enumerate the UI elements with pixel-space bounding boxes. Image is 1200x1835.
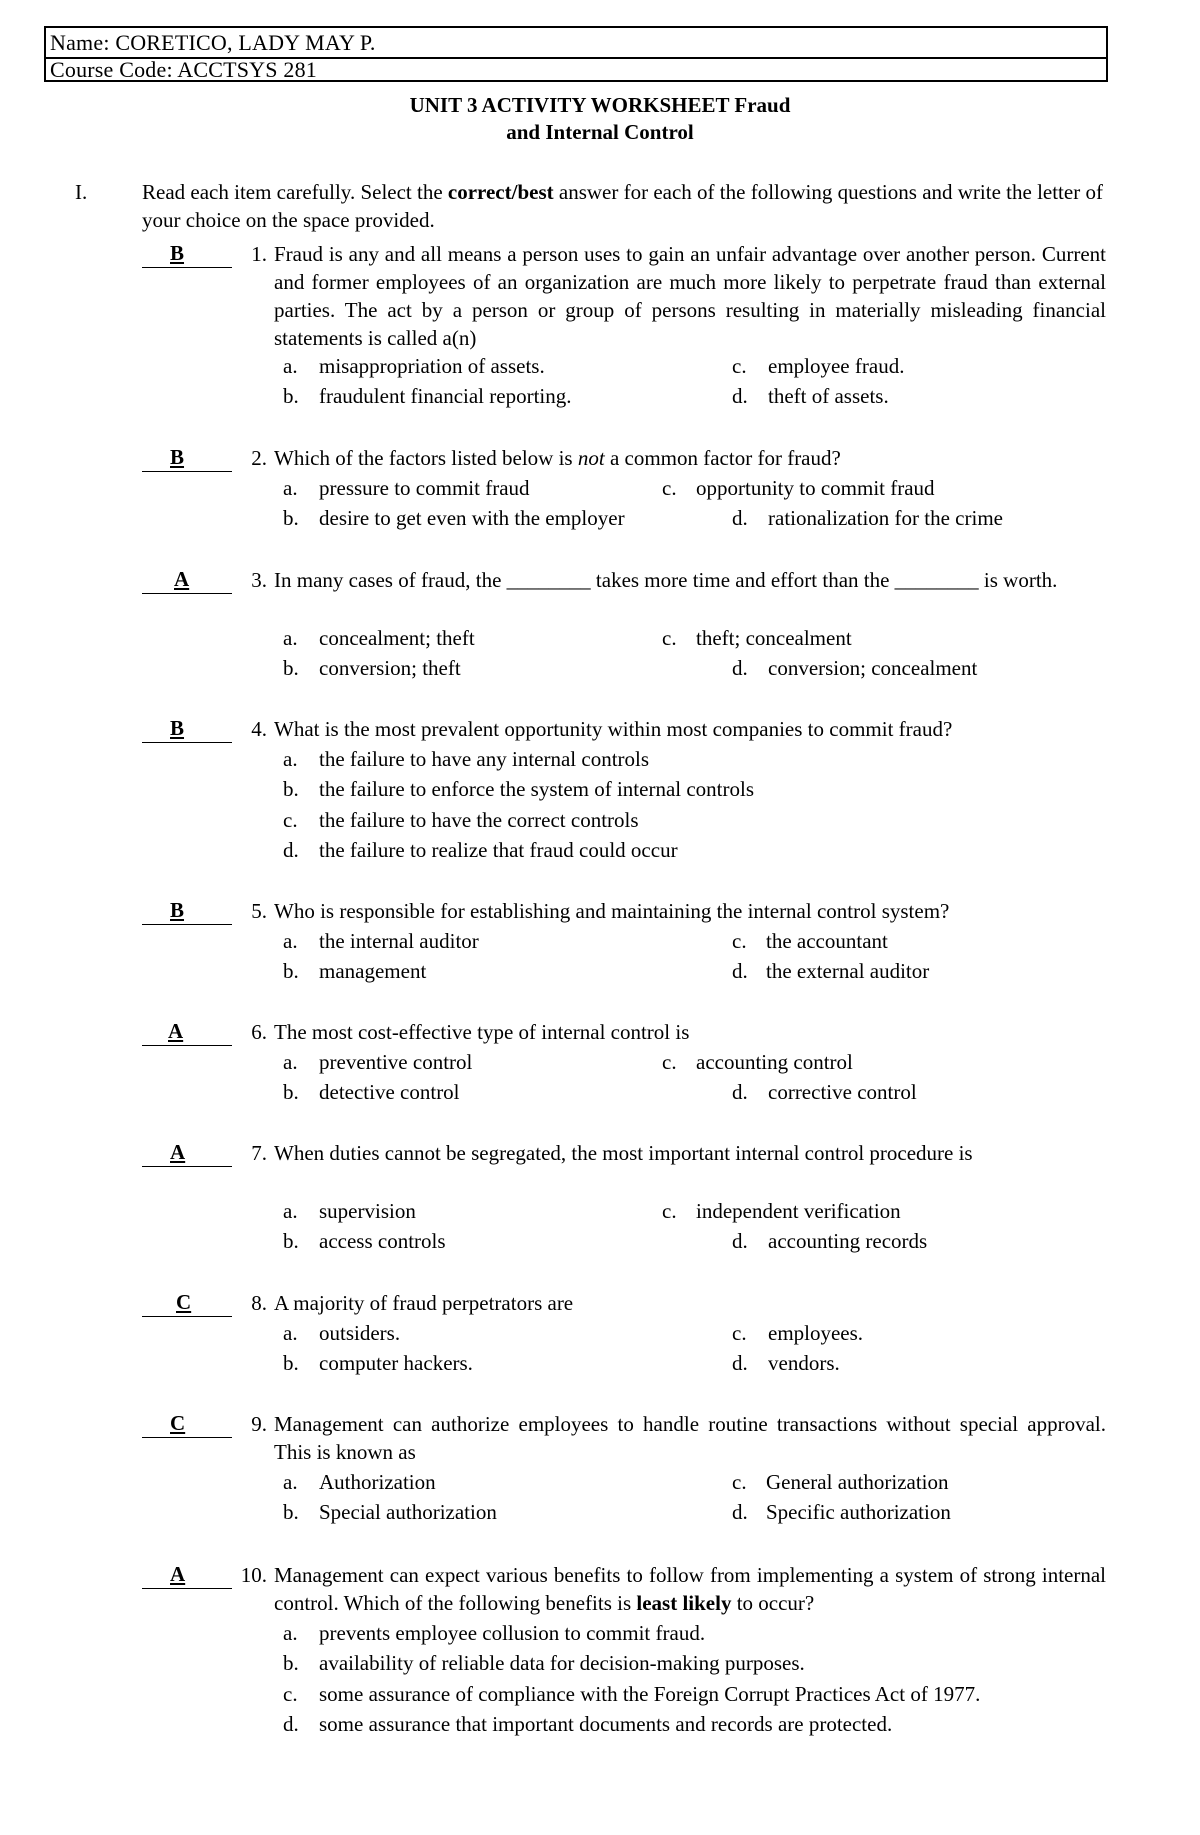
- option-letter: a.: [283, 354, 298, 378]
- answer-blank[interactable]: [142, 566, 232, 594]
- option-text: conversion; concealment: [768, 656, 978, 680]
- option-letter: a.: [283, 1621, 298, 1645]
- option-letter: d.: [732, 656, 748, 680]
- option-letter: a.: [283, 476, 298, 500]
- instruction-text-2: answer for each of the following questions and write the letter of your choice on the space provided.: [142, 180, 1103, 232]
- option-text: theft; concealment: [696, 626, 852, 650]
- option-text: accounting control: [696, 1050, 853, 1074]
- option-text: prevents employee collusion to commit fraud.: [319, 1621, 706, 1645]
- option-letter: b.: [283, 777, 299, 801]
- instruction-text-1: Read each item carefully. Select the: [142, 180, 448, 204]
- answer-blank[interactable]: [142, 444, 232, 472]
- answer-blank[interactable]: [142, 1561, 232, 1589]
- option-text: opportunity to commit fraud: [696, 476, 935, 500]
- option-text: vendors.: [768, 1351, 840, 1375]
- question-number: 2.: [251, 446, 267, 470]
- question-text: Who is responsible for establishing and maintaining the internal control system?: [274, 899, 950, 923]
- option-letter: d.: [732, 506, 748, 530]
- option-text: the internal auditor: [319, 929, 479, 953]
- option-text: computer hackers.: [319, 1351, 473, 1375]
- question-number: 1.: [251, 242, 267, 266]
- answer-blank[interactable]: [142, 1289, 232, 1317]
- answer-letter: A: [168, 1019, 184, 1043]
- option-letter: c.: [662, 626, 677, 650]
- answer-blank[interactable]: [142, 897, 232, 925]
- worksheet-title-line1: UNIT 3 ACTIVITY WORKSHEET Fraud: [409, 93, 791, 117]
- student-name: Name: CORETICO, LADY MAY P.: [50, 30, 376, 55]
- option-text: outsiders.: [319, 1321, 401, 1345]
- section-instructions: [142, 178, 1107, 234]
- option-letter: d.: [732, 1500, 748, 1524]
- student-info-box: [44, 26, 1108, 82]
- answer-blank[interactable]: [142, 1018, 232, 1046]
- option-text: supervision: [319, 1199, 416, 1223]
- option-letter: c.: [732, 929, 747, 953]
- option-text: availability of reliable data for decision-making purposes.: [319, 1651, 805, 1675]
- option-text: detective control: [319, 1080, 460, 1104]
- option-text: the accountant: [766, 929, 888, 953]
- option-text: Specific authorization: [766, 1500, 951, 1524]
- option-text: employees.: [768, 1321, 864, 1345]
- option-text: the failure to realize that fraud could occur: [319, 838, 678, 862]
- option-text: Special authorization: [319, 1500, 497, 1524]
- option-letter: b.: [283, 1351, 299, 1375]
- answer-letter: B: [170, 716, 185, 740]
- option-letter: d.: [732, 1351, 748, 1375]
- answer-letter: B: [170, 898, 185, 922]
- option-text: conversion; theft: [319, 656, 461, 680]
- option-text: desire to get even with the employer: [319, 506, 625, 530]
- option-letter: c.: [662, 1050, 677, 1074]
- option-letter: b.: [283, 384, 299, 408]
- option-letter: b.: [283, 656, 299, 680]
- answer-letter: B: [170, 241, 185, 265]
- question-text: When duties cannot be segregated, the most important internal control procedure is: [274, 1141, 973, 1165]
- worksheet-title-line2: and Internal Control: [506, 120, 694, 144]
- option-text: employee fraud.: [768, 354, 905, 378]
- option-letter: d.: [732, 959, 748, 983]
- option-text: concealment; theft: [319, 626, 475, 650]
- option-letter: b.: [283, 1229, 299, 1253]
- option-text: the external auditor: [766, 959, 930, 983]
- option-letter: a.: [283, 626, 298, 650]
- question-text: [274, 444, 1106, 472]
- option-text: Authorization: [319, 1470, 436, 1494]
- question-text: [274, 1561, 1106, 1617]
- answer-letter: A: [170, 1140, 186, 1164]
- option-text: accounting records: [768, 1229, 928, 1253]
- option-letter: a.: [283, 1470, 298, 1494]
- question-number: 9.: [251, 1412, 267, 1436]
- option-letter: c.: [732, 1470, 747, 1494]
- option-text: misappropriation of assets.: [319, 354, 545, 378]
- option-text: the failure to have the correct controls: [319, 808, 639, 832]
- question-text: In many cases of fraud, the ________ takes more time and effort than the ________ is worth.: [274, 568, 1058, 592]
- option-text: theft of assets.: [768, 384, 889, 408]
- option-text: some assurance that important documents and records are protected.: [319, 1712, 893, 1736]
- option-text: preventive control: [319, 1050, 473, 1074]
- option-text: General authorization: [766, 1470, 949, 1494]
- question-text: Management can authorize employees to handle routine transactions without special approval. This is known as: [274, 1412, 1106, 1464]
- option-letter: c.: [283, 808, 298, 832]
- option-text: some assurance of compliance with the Foreign Corrupt Practices Act of 1977.: [319, 1682, 981, 1706]
- answer-letter: C: [176, 1290, 192, 1314]
- course-code: Course Code: ACCTSYS 281: [50, 57, 317, 82]
- option-letter: a.: [283, 929, 298, 953]
- option-letter: c.: [732, 354, 747, 378]
- option-text: fraudulent financial reporting.: [319, 384, 572, 408]
- question-text: Fraud is any and all means a person uses to gain an unfair advantage over another person. Current and former employees of an organization are much more likely to perpetrate fraud than external parties. The act by a person or group of persons resulting in materially misleading financial statements is called a(n): [274, 242, 1106, 350]
- question-number: 10.: [240, 1563, 267, 1587]
- question-text: A majority of fraud perpetrators are: [274, 1291, 574, 1315]
- question-text: The most cost-effective type of internal control is: [274, 1020, 690, 1044]
- question-text-segment: Management can expect various benefits to follow from implementing a system of strong internal control. Which of the following benefits is: [274, 1563, 1106, 1615]
- instruction-bold: correct/best: [447, 180, 554, 204]
- option-letter: d.: [732, 384, 748, 408]
- question-number: 4.: [251, 717, 267, 741]
- answer-letter: A: [174, 567, 190, 591]
- option-letter: c.: [662, 476, 677, 500]
- option-text: management: [319, 959, 427, 983]
- question-number: 8.: [251, 1291, 267, 1315]
- option-letter: a.: [283, 1321, 298, 1345]
- option-text: pressure to commit fraud: [319, 476, 530, 500]
- option-letter: d.: [732, 1080, 748, 1104]
- option-letter: d.: [283, 1712, 299, 1736]
- answer-letter: C: [170, 1411, 186, 1435]
- option-letter: a.: [283, 1199, 298, 1223]
- option-letter: b.: [283, 959, 299, 983]
- question-number: 6.: [251, 1020, 267, 1044]
- option-text: the failure to have any internal controls: [319, 747, 650, 771]
- option-text: independent verification: [696, 1199, 901, 1223]
- option-text: the failure to enforce the system of internal controls: [319, 777, 755, 801]
- answer-blank[interactable]: [142, 1410, 232, 1438]
- question-text: What is the most prevalent opportunity within most companies to commit fraud?: [274, 717, 953, 741]
- section-number: I.: [75, 180, 88, 204]
- answer-blank[interactable]: [142, 715, 232, 743]
- answer-blank[interactable]: [142, 1139, 232, 1167]
- question-text-segment: Which of the factors listed below is: [274, 446, 578, 470]
- question-number: 5.: [251, 899, 267, 923]
- option-letter: b.: [283, 1500, 299, 1524]
- option-text: rationalization for the crime: [768, 506, 1003, 530]
- bold-least-likely: least likely: [636, 1591, 732, 1615]
- answer-letter: B: [170, 445, 185, 469]
- option-text: corrective control: [768, 1080, 917, 1104]
- option-letter: b.: [283, 1080, 299, 1104]
- option-letter: d.: [732, 1229, 748, 1253]
- option-letter: b.: [283, 506, 299, 530]
- question-number: 3.: [251, 568, 267, 592]
- answer-letter: A: [170, 1562, 186, 1586]
- answer-blank[interactable]: [142, 240, 232, 268]
- option-letter: c.: [662, 1199, 677, 1223]
- question-text-segment: to occur?: [731, 1591, 815, 1615]
- italic-not: not: [577, 446, 605, 470]
- question-number: 7.: [251, 1141, 267, 1165]
- option-letter: a.: [283, 1050, 298, 1074]
- option-text: access controls: [319, 1229, 446, 1253]
- option-letter: b.: [283, 1651, 299, 1675]
- option-letter: a.: [283, 747, 298, 771]
- option-letter: d.: [283, 838, 299, 862]
- question-text-segment: a common factor for fraud?: [604, 446, 841, 470]
- option-letter: c.: [732, 1321, 747, 1345]
- option-letter: c.: [283, 1682, 298, 1706]
